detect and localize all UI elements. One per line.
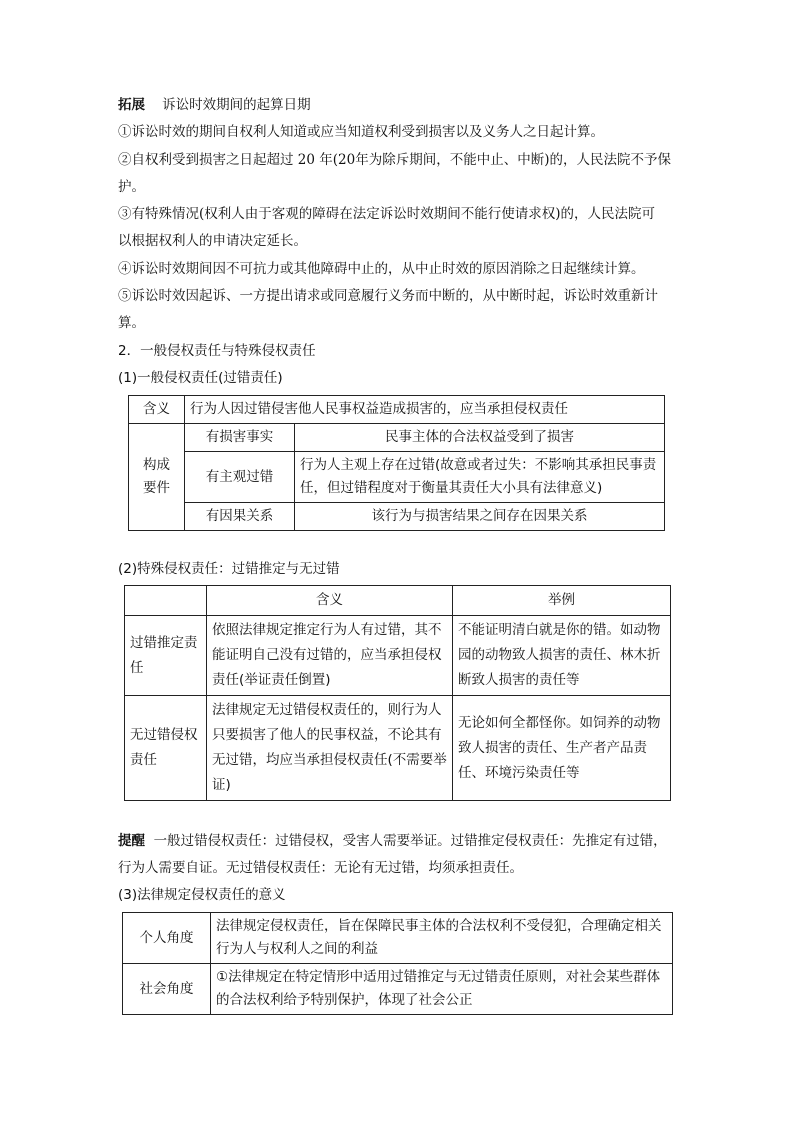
elements-label: 构成要件 — [129, 424, 185, 531]
tip-label: 提醒 — [118, 833, 145, 849]
general-tort-table — [128, 395, 665, 531]
header-empty — [125, 586, 207, 616]
extension-item-1: ①诉讼时效的期间自权利人知道或应当知道权利受到损害以及义务人之日起计算。 — [118, 124, 604, 140]
section-2-title: 2．一般侵权责任与特殊侵权责任 — [118, 343, 316, 359]
special-tort-table — [124, 585, 671, 801]
tort-type-name: 过错推定责任 — [125, 616, 207, 696]
extension-item-4: ④诉讼时效期间因不可抗力或其他障碍中止的，从中止时效的原因消除之日起继续计算。 — [118, 261, 645, 277]
extension-title — [118, 96, 311, 114]
perspective-desc: 法律规定侵权责任，旨在保障民事主体的合法权利不受侵犯，合理确定相关行为人与权利人之间的利益 — [211, 913, 673, 964]
table-header-row — [125, 586, 671, 616]
tort-type-name: 无过错侵权责任 — [125, 696, 207, 801]
tip-line-1 — [118, 832, 667, 850]
table-row — [123, 964, 673, 1015]
extension-item-5-cont: 算。 — [118, 315, 145, 331]
tort-type-example: 不能证明清白就是你的错。如动物园的动物致人损害的责任、林木折断致人损害的责任等 — [453, 616, 671, 696]
tort-type-meaning: 法律规定无过错侵权责任的，则行为人只要损害了他人的民事权益，不论其有无过错，均应当承担侵权责任(不需要举证) — [207, 696, 453, 801]
extension-item-3-cont: 以根据权利人的申请决定延长。 — [118, 233, 307, 249]
header-meaning: 含义 — [207, 586, 453, 616]
table-row — [129, 452, 665, 503]
table-row — [125, 696, 671, 801]
header-example: 举例 — [453, 586, 671, 616]
extension-item-2-cont: 护。 — [118, 179, 145, 195]
perspective-desc: ①法律规定在特定情形中适用过错推定与无过错责任原则，对社会某些群体的合法权利给予特别保护，体现了社会公正 — [211, 964, 673, 1015]
element-desc: 民事主体的合法权益受到了损害 — [295, 424, 665, 452]
subsection-3-title: (3)法律规定侵权责任的意义 — [118, 887, 286, 903]
subsection-2-title: (2)特殊侵权责任：过错推定与无过错 — [118, 561, 340, 577]
tort-type-example: 无论如何全都怪你。如饲养的动物致人损害的责任、生产者产品责任、环境污染责任等 — [453, 696, 671, 801]
table-row — [129, 424, 665, 452]
table-row — [123, 913, 673, 964]
element-name: 有因果关系 — [185, 503, 295, 531]
tip-text-1: 一般过错侵权责任：过错侵权，受害人需要举证。过错推定侵权责任：先推定有过错， — [153, 833, 667, 849]
definition-text: 行为人因过错侵害他人民事权益造成损害的，应当承担侵权责任 — [185, 396, 665, 424]
significance-table — [122, 912, 673, 1015]
extension-item-5: ⑤诉讼时效因起诉、一方提出请求或同意履行义务而中断的，从中断时起，诉讼时效重新计 — [118, 288, 658, 304]
table-row — [129, 503, 665, 531]
element-desc: 行为人主观上存在过错(故意或者过失：不影响其承担民事责任，但过错程度对于衡量其责任大小具有法律意义) — [295, 452, 665, 503]
extension-label: 拓展 — [118, 97, 145, 113]
perspective-name: 个人角度 — [123, 913, 211, 964]
element-name: 有主观过错 — [185, 452, 295, 503]
perspective-name: 社会角度 — [123, 964, 211, 1015]
extension-title-text: 诉讼时效期间的起算日期 — [162, 97, 311, 113]
extension-item-3: ③有特殊情况(权利人由于客观的障碍在法定诉讼时效期间不能行使请求权)的，人民法院可 — [118, 206, 656, 222]
table-row — [125, 616, 671, 696]
table-row — [129, 396, 665, 424]
tort-type-meaning: 依照法律规定推定行为人有过错，其不能证明自己没有过错的，应当承担侵权责任(举证责任倒置) — [207, 616, 453, 696]
element-desc: 该行为与损害结果之间存在因果关系 — [295, 503, 665, 531]
tip-line-2: 行为人需要自证。无过错侵权责任：无论有无过错，均须承担责任。 — [118, 860, 523, 876]
definition-label: 含义 — [129, 396, 185, 424]
extension-item-2: ②自权利受到损害之日起超过 20 年(20年为除斥期间，不能中止、中断)的，人民法院不予保 — [118, 152, 671, 168]
element-name: 有损害事实 — [185, 424, 295, 452]
subsection-1-title: (1)一般侵权责任(过错责任) — [118, 370, 283, 386]
